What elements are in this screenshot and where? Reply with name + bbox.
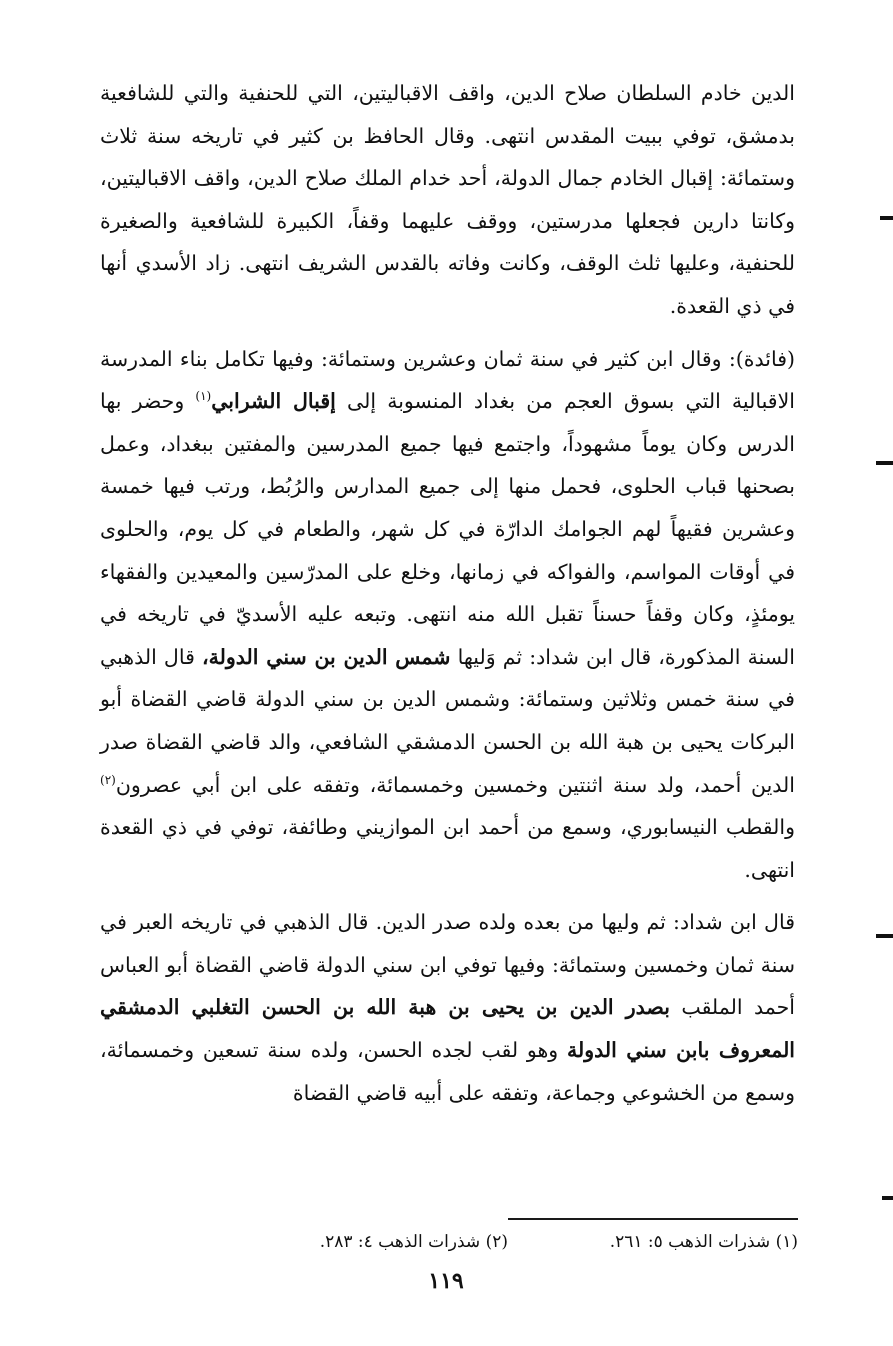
text-run: والقطب النيسابوري، وسمع من أحمد ابن الموازيني وطائفة، توفي في ذي القعدة انتهى.	[100, 815, 795, 882]
footnote-1: (١) شذرات الذهب ٥: ٢٦١.	[609, 1232, 798, 1252]
footnotes	[200, 1228, 798, 1256]
page-number: ١١٩	[428, 1268, 464, 1294]
paragraph	[100, 72, 795, 328]
bold-name: شمس الدين بن سني الدولة،	[202, 644, 451, 669]
footnote-2: (٢) شذرات الذهب ٤: ٢٨٣.	[319, 1232, 508, 1252]
margin-tick	[880, 216, 893, 220]
text-run: وحضر بها الدرس وكان يوماً مشهوداً، واجتمع فيها جميع المدرسين والمفتين ببغداد، وعمل بصحنها قباب الحلوى، فحمل منها إلى جميع المدارس والرُبُط، ورتب فيها خمسة وعشرين فقيهاً لهم الجوامك الدارّة في كل شهر، والطعام في كل يوم، والحلوى في أوقات المواسم، والفواكه في زمانها، وخلع على المدرّسين والمعيدين والفقهاء يومئذٍ، وكان وقفاً حسناً تقبل الله منه انتهى. وتبعه عليه الأسديّ في تاريخه في السنة المذكورة، قال ابن شداد: ثم وَليها	[100, 389, 795, 669]
paragraph	[100, 338, 795, 892]
footnote-reference: (٢)	[100, 772, 116, 787]
margin-tick	[876, 461, 893, 465]
bold-name: إقبال الشرابي	[211, 389, 336, 414]
margin-tick	[882, 1196, 893, 1200]
text-run: قال ابن شداد: ثم وليها من بعده ولده صدر الدين. قال الذهبي في تاريخه العبر في سنة ثمان وخمسين وستمائة: وفيها توفي ابن سني الدولة قاضي القضاة أبو العباس أحمد الملقب	[100, 910, 796, 1020]
bold-name: بصدر الدين بن يحيى بن هبة الله بن الحسن التغلبي الدمشقي المعروف بابن سني الدولة	[100, 995, 796, 1063]
margin-tick	[876, 934, 893, 938]
body-text	[100, 72, 795, 1114]
text-run: وهو لقب لجده الحسن، ولده سنة تسعين وخمسمائة، وسمع من الخشوعي وجماعة، وتفقه على أبيه قاضي القضاة	[100, 1038, 795, 1105]
text-run: قال الذهبي في سنة خمس وثلاثين وستمائة: وشمس الدين بن سني الدولة قاضي القضاة أبو البركات يحيى بن هبة الله بن الحسن الدمشقي الشافعي، والد قاضي القضاة صدر الدين أحمد، ولد سنة اثنتين وخمسين وخمسمائة، وتفقه على ابن أبي عصرون	[100, 644, 795, 797]
footnote-reference: (١)	[195, 389, 212, 404]
text-run: الدين خادم السلطان صلاح الدين، واقف الاقباليتين، التي للحنفية والتي للشافعية بدمشق، توفي ببيت المقدس انتهى. وقال الحافظ بن كثير في تاريخه سنة ثلاث وستمائة: إقبال الخادم جمال الدولة، أحد خدام الملك صلاح الدين، واقف الاقباليتين، وكانتا دارين فجعلها مدرستين، ووقف عليهما وقفاً، الكبيرة للشافعية والصغيرة للحنفية، وعليها ثلث الوقف، وكانت وفاته بالقدس الشريف انتهى. زاد الأسدي أنها في ذي القعدة.	[100, 81, 795, 318]
paragraph	[100, 901, 795, 1114]
footnote-divider	[508, 1218, 798, 1220]
text-run: (فائدة): وقال ابن كثير في سنة ثمان وعشرين وستمائة: وفيها تكامل بناء المدرسة الاقبالية التي بسوق العجم من بغداد المنسوبة إلى	[100, 346, 795, 414]
